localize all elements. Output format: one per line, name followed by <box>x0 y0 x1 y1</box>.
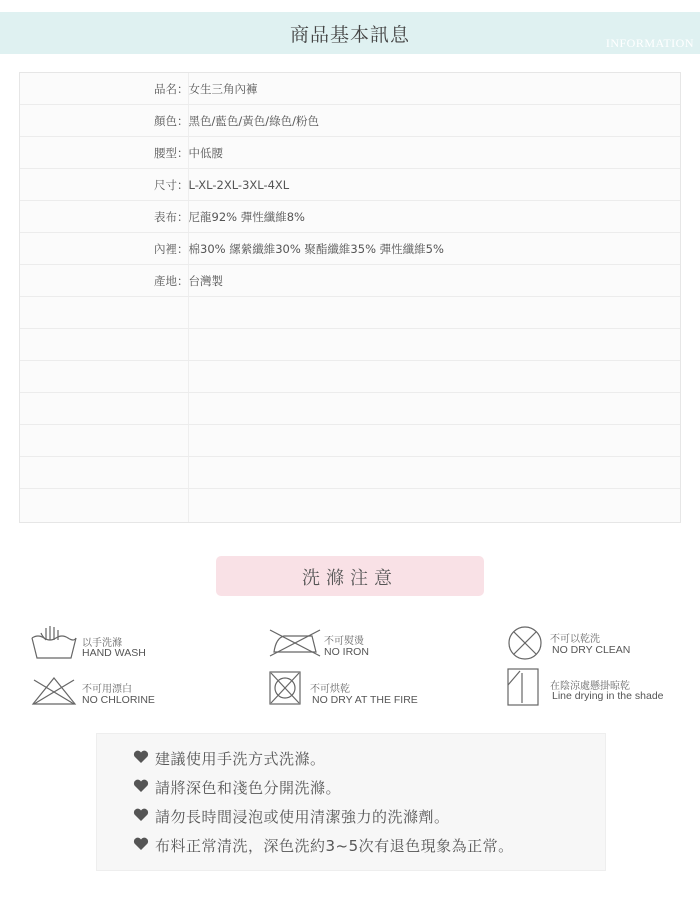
section-title: 商品基本訊息 <box>289 24 410 46</box>
care-zh: 不可烘乾 <box>310 684 350 695</box>
table-row <box>20 489 680 520</box>
heart-icon <box>133 808 149 822</box>
heart-icon <box>133 837 149 851</box>
table-row <box>20 361 680 393</box>
table-row <box>20 105 680 137</box>
info-sizes: 尺寸：L-XL-2XL-3XL-4XL <box>154 178 290 192</box>
hand-wash-icon <box>30 624 78 662</box>
heart-icon <box>133 750 149 764</box>
table-row <box>20 297 680 329</box>
care-en: HAND WASH <box>82 647 146 659</box>
info-waist: 腰型：中低腰 <box>154 146 223 160</box>
care-en: Line drying in the shade <box>552 690 664 702</box>
care-en: NO IRON <box>324 646 369 658</box>
no-chlorine-icon <box>30 676 78 706</box>
no-dry-clean-icon <box>506 624 544 662</box>
product-info-table <box>19 72 681 523</box>
table-row <box>20 265 680 297</box>
no-iron-icon <box>268 628 322 658</box>
section-subtitle: INFORMATION <box>605 36 694 50</box>
table-row <box>20 233 680 265</box>
care-zh: 在陰涼處懸掛晾乾 <box>550 681 630 692</box>
info-colors: 顏色：黑色/藍色/黃色/綠色/粉色 <box>154 114 319 128</box>
care-zh: 以手洗滌 <box>82 638 122 649</box>
table-row <box>20 393 680 425</box>
heart-icon <box>133 779 149 793</box>
note-text: 布料正常清洗，深色洗約3~5次有退色現象為正常。 <box>155 837 514 855</box>
table-row <box>20 169 680 201</box>
note-text: 請將深色和淺色分開洗滌。 <box>155 779 342 797</box>
table-row <box>20 201 680 233</box>
note-text: 請勿長時間浸泡或使用清潔強力的洗滌劑。 <box>155 808 450 826</box>
info-lining: 內裡：棉30% 縲縈纖維30% 聚酯纖維35% 彈性纖維5% <box>154 242 444 256</box>
note-text: 建議使用手洗方式洗滌。 <box>155 750 326 768</box>
line-dry-shade-icon <box>506 667 542 707</box>
info-name: 品名：女生三角內褲 <box>154 82 258 96</box>
care-en: NO CHLORINE <box>82 694 155 706</box>
table-row <box>20 137 680 169</box>
care-notes-box <box>96 733 606 871</box>
care-zh: 不可以乾洗 <box>550 634 600 645</box>
no-tumble-dry-icon <box>268 670 302 706</box>
table-row <box>20 73 680 105</box>
wash-title: 洗滌注意 <box>302 568 398 589</box>
table-row <box>20 425 680 457</box>
care-zh: 不可熨燙 <box>324 636 364 647</box>
info-origin: 產地：台灣製 <box>154 274 223 288</box>
info-outer-fabric: 表布：尼龍92% 彈性纖維8% <box>154 210 305 224</box>
table-row <box>20 329 680 361</box>
care-zh: 不可用漂白 <box>82 684 132 695</box>
table-row <box>20 457 680 489</box>
care-en: NO DRY CLEAN <box>552 644 631 656</box>
care-en: NO DRY AT THE FIRE <box>312 694 418 706</box>
